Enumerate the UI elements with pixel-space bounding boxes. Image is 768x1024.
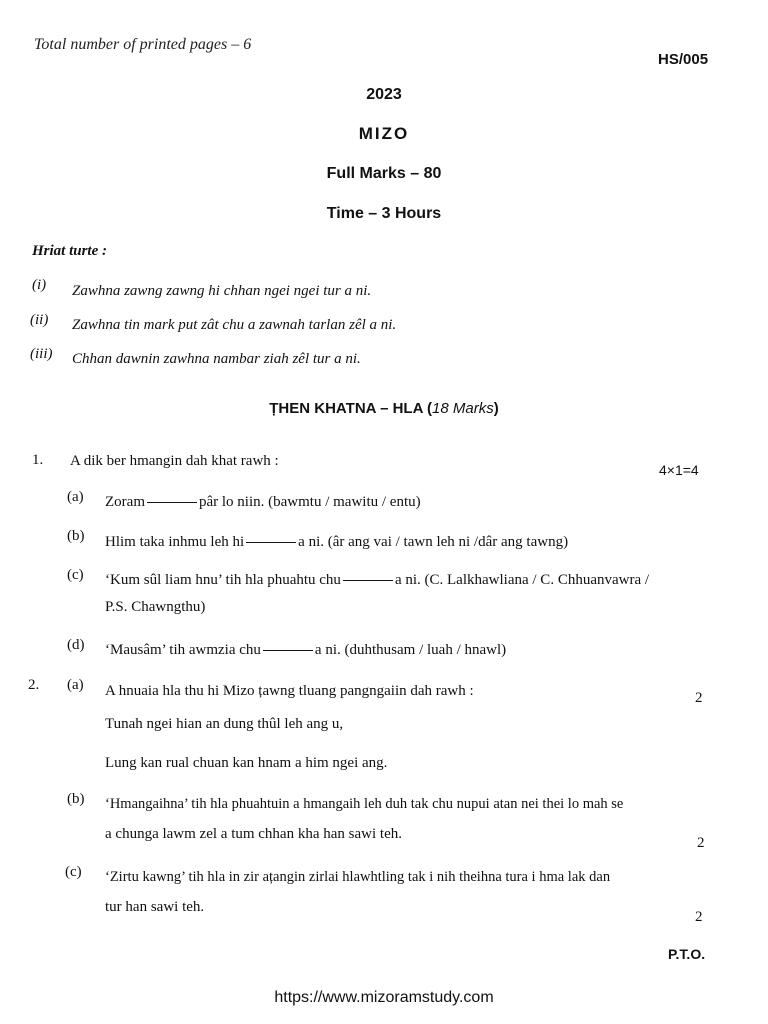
instruction-num: (iii): [30, 346, 53, 362]
instruction-text: Chhan dawnin zawhna nambar ziah zêl tur a ni.: [72, 351, 361, 367]
time-allowed: Time – 3 Hours: [326, 205, 442, 222]
q1-number: 1.: [32, 452, 44, 468]
section-heading: [0, 400, 768, 417]
section-title: ȚHEN KHATNA – HLA (: [269, 400, 433, 417]
instruction-text: Zawhna tin mark put zât chu a zawnah tarlan zêl a ni.: [72, 317, 397, 333]
instruction-num: (i): [32, 277, 47, 293]
q1c-text: [105, 572, 649, 589]
fill-blank: [246, 542, 296, 543]
q1-marks: 4×1=4: [659, 462, 699, 478]
exam-year: 2023: [366, 86, 402, 103]
q2b-marks: 2: [697, 835, 705, 851]
fill-blank: [263, 650, 313, 651]
q2b-label: (b): [67, 791, 85, 807]
q2c-line2: tur han sawi teh.: [105, 899, 205, 915]
q1a-text: [105, 494, 421, 511]
q1b-label: (b): [67, 528, 85, 544]
q1c-line2: P.S. Chawngthu): [105, 599, 206, 615]
q1a-before: Zoram: [105, 494, 145, 510]
page-turn-note: P.T.O.: [668, 946, 706, 962]
q2a-label: (a): [67, 677, 84, 693]
q1a-after: pâr lo niin. (bawmtu / mawitu / entu): [198, 494, 421, 510]
fill-blank: [147, 502, 197, 503]
q1d-after: a ni. (duhthusam / luah / hnawl): [314, 642, 507, 658]
q1b-text: [105, 534, 568, 551]
q2c-label: (c): [65, 864, 82, 880]
q1d-label: (d): [67, 637, 85, 653]
instruction-text: Zawhna zawng zawng hi chhan ngei ngei tur a ni.: [72, 283, 372, 299]
q2a-marks: 2: [695, 690, 703, 706]
q2a-text: A hnuaia hla thu hi Mizo țawng tluang pangngaiin dah rawh :: [105, 683, 474, 699]
q2c-marks: 2: [695, 909, 703, 925]
instruction-num: (ii): [30, 312, 49, 328]
fill-blank: [343, 580, 393, 581]
q1d-text: [105, 642, 506, 659]
q2a-poem-line1: Tunah ngei hian an dung thûl leh ang u,: [105, 716, 344, 732]
q2a-poem-line2: Lung kan rual chuan kan hnam a him ngei ang.: [105, 755, 388, 771]
subject-title: MIZO: [358, 124, 410, 143]
full-marks: Full Marks – 80: [326, 165, 442, 182]
instructions-title: Hriat turte :: [32, 243, 108, 259]
q1c-after: a ni. (C. Lalkhawliana / C. Chhuanvawra /: [394, 572, 650, 588]
q1c-before: ‘Kum sûl liam hnu’ tih hla phuahtu chu: [105, 572, 341, 588]
section-marks: 18 Marks: [432, 400, 494, 417]
q2c-line1: ‘Zirtu kawng’ tih hla in zir ațangin zirlai hlawhtling tak i nih theihna tura i hma lak dan: [105, 869, 611, 885]
section-close: ): [493, 400, 499, 417]
q1d-before: ‘Mausâm’ tih awmzia chu: [105, 642, 261, 658]
paper-code: HS/005: [658, 51, 709, 68]
q1b-before: Hlim taka inhmu leh hi: [105, 534, 245, 550]
q1a-label: (a): [67, 489, 84, 505]
q1b-after: a ni. (âr ang vai / tawn leh ni /dâr ang tawng): [298, 534, 569, 550]
q2b-line2: a chunga lawm zel a tum chhan kha han sawi teh.: [105, 826, 402, 842]
q1-text: A dik ber hmangin dah khat rawh :: [70, 453, 279, 469]
q2b-line1: ‘Hmangaihna’ tih hla phuahtuin a hmangaih leh duh tak chu nupui atan nei thei lo mah se: [105, 796, 624, 812]
pages-note: Total number of printed pages – 6: [34, 36, 252, 53]
q2-number: 2.: [28, 677, 40, 693]
q1c-label: (c): [67, 567, 84, 583]
source-url[interactable]: https://www.mizoramstudy.com: [274, 989, 494, 1006]
